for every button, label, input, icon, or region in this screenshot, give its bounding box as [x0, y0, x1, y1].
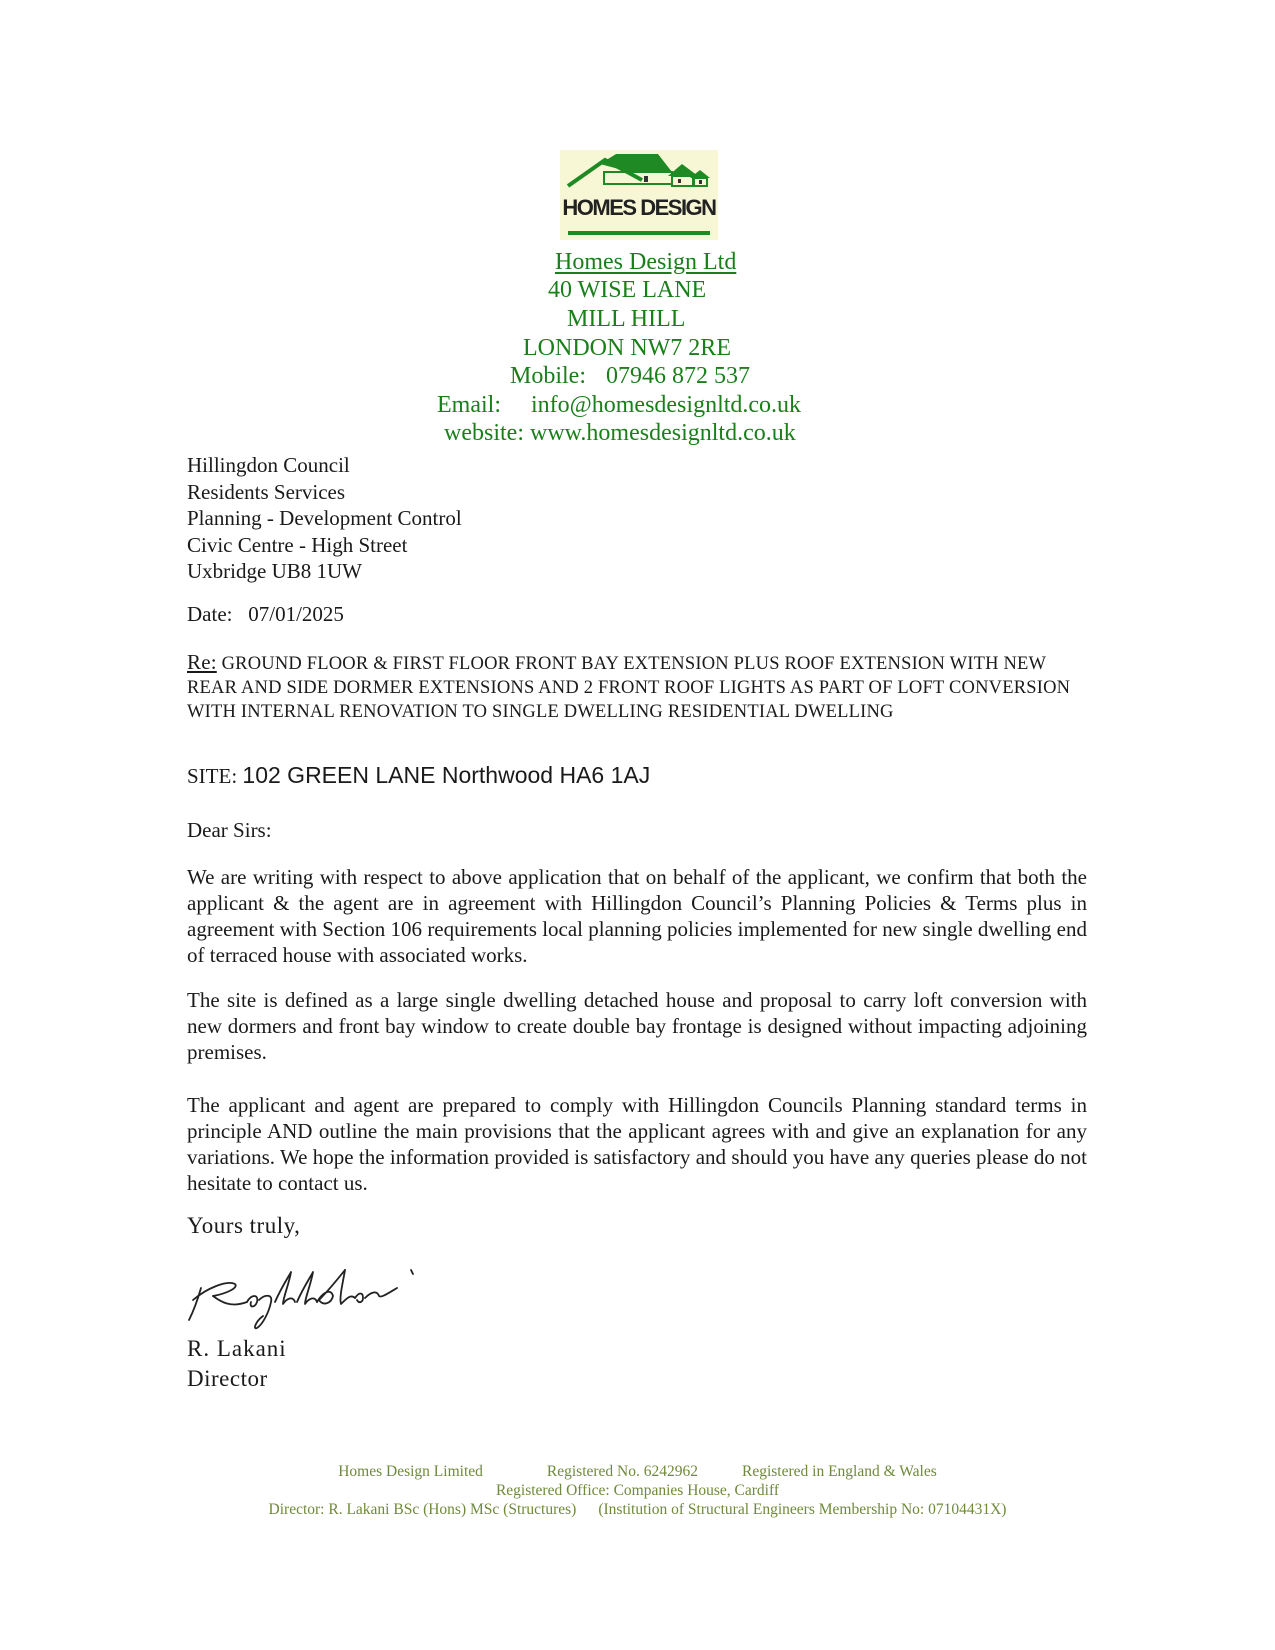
- footer-reg-no: Registered No. 6242962: [546, 1463, 698, 1480]
- footer-company: Homes Design Limited: [338, 1463, 483, 1480]
- re-subject: [187, 650, 1087, 724]
- company-street: 40 WISE LANE: [548, 277, 707, 303]
- date-label: Date:: [187, 602, 233, 626]
- company-website: [444, 419, 796, 448]
- mobile-label: Mobile:: [510, 363, 586, 389]
- site-value: 102 GREEN LANE Northwood HA6 1AJ: [242, 762, 651, 788]
- re-label: Re:: [187, 650, 217, 674]
- recipient-line: Uxbridge UB8 1UW: [187, 559, 362, 583]
- company-name: Homes Design Ltd: [555, 249, 737, 275]
- company-city: LONDON NW7 2RE: [523, 335, 731, 361]
- date-value: 07/01/2025: [248, 602, 344, 626]
- footer-reg-place: Registered in England & Wales: [742, 1463, 937, 1480]
- logo-text: HOMES DESIGN: [562, 195, 716, 220]
- signatory-title: Director: [187, 1366, 268, 1391]
- body-paragraph: The applicant and agent are prepared to comply with Hillingdon Councils Planning standard terms in principle AND outline the main provisions that the applicant agrees with and give an explanation for any variations. We hope the information provided is satisfactory and should you have any queries please do not hesitate to contact us.: [187, 1093, 1087, 1195]
- website-label: website:: [444, 420, 524, 446]
- recipient-address: [187, 452, 462, 585]
- closing: Yours truly,: [187, 1213, 301, 1238]
- recipient-line: Planning - Development Control: [187, 506, 462, 530]
- company-mobile: [510, 362, 750, 391]
- re-text: GROUND FLOOR & FIRST FLOOR FRONT BAY EXTENSION PLUS ROOF EXTENSION WITH NEW REAR AND SIDE DORMER EXTENSIONS AND 2 FRONT ROOF LIGHTS AS PART OF LOFT CONVERSION WITH INTERNAL RENOVATION TO SINGLE DWELLING RESIDENTIAL DWELLING: [187, 654, 1071, 722]
- footer-line-3: [0, 1501, 1275, 1519]
- site-label: SITE:: [187, 764, 238, 788]
- handwritten-signature: [187, 1258, 437, 1338]
- recipient-line: Hillingdon Council: [187, 453, 350, 477]
- footer-line-1: [0, 1463, 1275, 1481]
- body-paragraph: The site is defined as a large single dwelling detached house and proposal to carry loft conversion with new dormers and front bay window to create double bay frontage is designed without impacting adjoining premises.: [187, 988, 1087, 1064]
- mobile-number: 07946 872 537: [606, 363, 750, 389]
- company-logo: [560, 150, 718, 240]
- signatory-name: R. Lakani: [187, 1336, 287, 1361]
- recipient-line: Residents Services: [187, 479, 346, 504]
- footer-director: Director: R. Lakani BSc (Hons) MSc (Structures): [268, 1501, 577, 1518]
- recipient-line: Civic Centre - High Street: [187, 532, 408, 557]
- email-address[interactable]: info@homesdesignltd.co.uk: [530, 392, 802, 418]
- company-email: [437, 391, 801, 420]
- salutation: Dear Sirs:: [187, 818, 272, 842]
- letter-date: [187, 602, 344, 627]
- logo-underline: [568, 231, 710, 235]
- site-line: [187, 762, 650, 789]
- email-label: Email:: [437, 392, 501, 418]
- company-area: MILL HILL: [567, 306, 686, 332]
- footer-line-2: Registered Office: Companies House, Cardiff: [495, 1482, 780, 1499]
- body-paragraph: We are writing with respect to above application that on behalf of the applicant, we confirm that both the applicant & the agent are in agreement with Hillingdon Council’s Planning Policies & Terms plus in agreement with Section 106 requirements local planning policies implemented for new single dwelling end of terraced house with associated works.: [187, 865, 1087, 967]
- website-url[interactable]: www.homesdesignltd.co.uk: [529, 420, 796, 446]
- footer-membership: (Institution of Structural Engineers Membership No: 07104431X): [598, 1501, 1007, 1518]
- house-roof-icon: [560, 150, 718, 198]
